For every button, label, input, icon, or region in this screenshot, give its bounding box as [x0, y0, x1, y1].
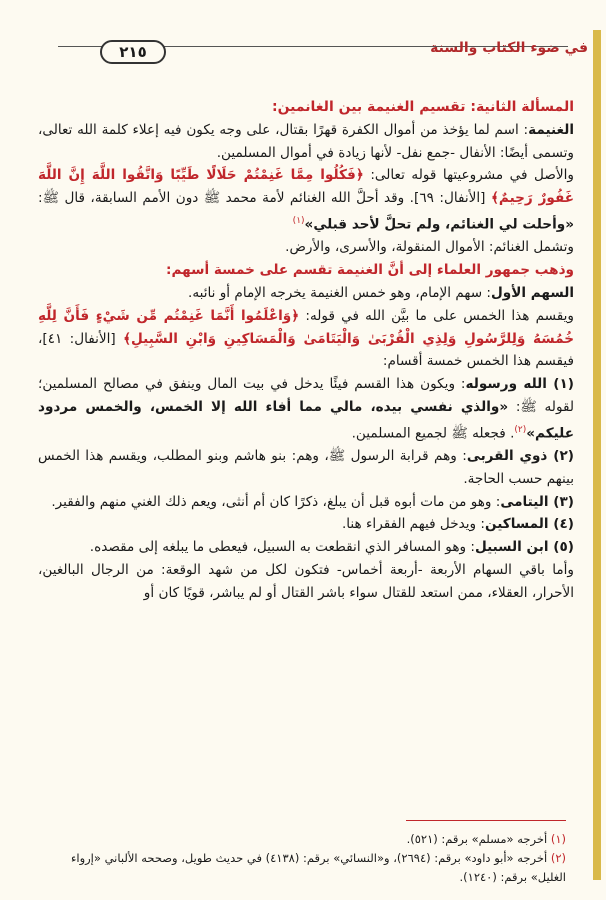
issue-heading: المسألة الثانية: تقسيم الغنيمة بين الغانمين: — [271, 99, 574, 115]
footnote-rule — [406, 820, 566, 821]
paragraph-asl: والأصل في مشروعيتها قوله تعالى: ﴿فَكُلُوا مِمَّا غَنِمْتُمْ حَلَالًا طَيِّبًا وَاتَّقُوا اللَّهَ إِنَّ اللَّهَ غَفُورٌ رَحِيمٌ﴾ [الأنفال: ٦٩]. وقد أحلَّ الله الغنائم لأمة محمد ﷺ دون الأمم السابقة، قال ﷺ: «وأحلت لي الغنائم، ولم تحلَّ لأحد قبلي»$^{(١)}$ — [38, 167, 575, 233]
page-edge-bar — [593, 30, 601, 880]
term-ghanima: الغنيمة — [528, 121, 574, 138]
item-1: (١) الله ورسوله: ويكون هذا القسم فيئًا يدخل في بيت المال وينفق في مصالح المسلمين؛ لقوله ﷺ: «والذي نفسي بيده، مالي مما أفاء الله إلا الخمس، والخمس مردود عليكم»$^{(٢)}$. فجعله ﷺ لجميع المسلمين. — [38, 376, 574, 442]
paragraph-khums: ويقسم هذا الخمس على ما بيَّن الله في قوله: ﴿وَاعْلَمُوا أَنَّمَا غَنِمْتُم مِّن شَيْءٍ فَأَنَّ لِلَّهِ خُمُسَهُ وَلِلرَّسُولِ وَلِذِي الْقُرْبَىٰ وَالْيَتَامَىٰ وَالْمَسَاكِينِ وَابْنِ السَّبِيلِ﴾ [الأنفال: ٤١]، فيقسم هذا الخمس خمسة أقسام: — [38, 307, 575, 370]
footnote-marker[interactable]: (١) — [292, 215, 305, 226]
paragraph-ghanima: الغنيمة: اسم لما يؤخذ من أموال الكفرة قهرًا بقتال، على وجه يكون فيه إعلاء كلمة الله تعالى، وتسمى أيضًا: الأنفال -جمع نفل- لأنها زيادة في أموال المسلمين. — [38, 121, 574, 161]
paragraph-include: وتشمل الغنائم: الأموال المنقولة، والأسرى، والأرض. — [285, 239, 574, 256]
main-text — [38, 96, 574, 605]
paragraph-remaining: وأما باقي السهام الأربعة -أربعة أخماس- فتكون لكل من شهد الوقعة: من الرجال البالغين، الأحرار، العقلاء، ممن استعد للقتال سواء باشر القتال أو لم يباشر، قويًا كان أو — [38, 562, 574, 601]
footnote-2: (٢) أخرجه «أبو داود» برقم: (٢٦٩٤)، و«النسائي» برقم: (٤١٣٨) في حديث طويل، وصححه الألباني «إرواء الغليل» برقم: (١٢٤٠). — [70, 851, 566, 884]
hadith-quote: «والذي نفسي بيده، مالي مما أفاء الله إلا الخمس، والخمس مردود عليكم» — [38, 398, 574, 442]
footnote-1: (١) أخرجه «مسلم» برقم: (٥٢١). — [406, 832, 566, 846]
running-title: في ضوء الكتاب والسنة — [430, 40, 588, 56]
paragraph-sahm-1: السهم الأول: سهم الإمام، وهو خمس الغنيمة يخرجه الإمام أو نائبه. — [188, 284, 574, 301]
item-3: (٣) اليتامى: وهو من مات أبوه قبل أن يبلغ، ذكرًا كان أم أنثى، ويعم ذلك الغني منهم والفقير. — [51, 493, 574, 510]
hadith-quote: «وأحلت لي الغنائم، ولم تحلَّ لأحد قبلي» — [304, 216, 574, 233]
majority-heading: وذهب جمهور العلماء إلى أنَّ الغنيمة تقسم على خمسة أسهم: — [166, 262, 574, 279]
item-2: (٢) ذوي القربى: وهم قرابة الرسول ﷺ، وهم: بنو هاشم وبنو المطلب، ويقسم هذا الخمس بينهم حسب الحاجة. — [38, 448, 574, 487]
quran-verse: ﴿فَكُلُوا مِمَّا غَنِمْتُمْ حَلَالًا طَيِّبًا وَاتَّقُوا اللَّهَ إِنَّ اللَّهَ غَفُورٌ رَحِيمٌ﴾ — [38, 167, 575, 207]
page-number: ٢١٥ — [100, 40, 166, 64]
item-5: (٥) ابن السبيل: وهو المسافر الذي انقطعت به السبيل، فيعطى ما يبلغه إلى مقصده. — [89, 539, 574, 556]
footnote-marker[interactable]: (٢) — [514, 424, 527, 435]
item-4: (٤) المساكين: ويدخل فيهم الفقراء هنا. — [341, 516, 574, 533]
footnotes — [38, 830, 566, 887]
quran-verse: ﴿وَاعْلَمُوا أَنَّمَا غَنِمْتُم مِّن شَيْءٍ فَأَنَّ لِلَّهِ خُمُسَهُ وَلِلرَّسُولِ وَلِذِي الْقُرْبَىٰ وَالْيَتَامَىٰ وَالْمَسَاكِينِ وَابْنِ السَّبِيلِ﴾ — [38, 307, 575, 347]
